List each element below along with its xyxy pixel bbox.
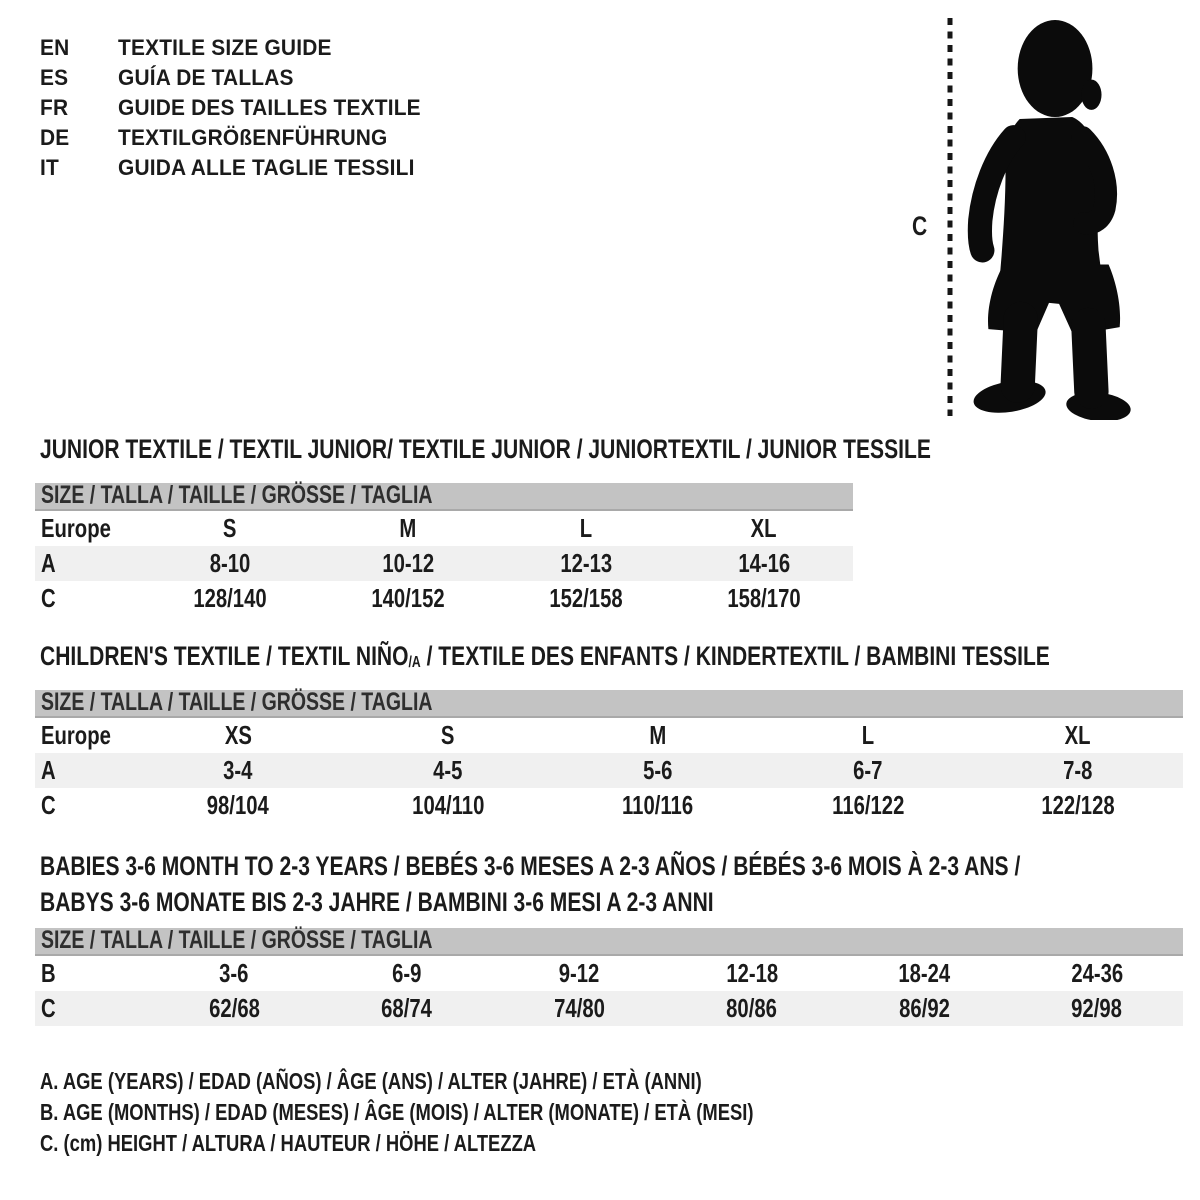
children-size-table: [35, 690, 1183, 823]
size-cell: [343, 790, 553, 821]
size-value: 104/110: [411, 790, 485, 820]
size-cell: [838, 958, 1011, 989]
size-cell: [675, 583, 853, 614]
language-title: TEXTILE SIZE GUIDE: [118, 35, 332, 60]
size-cell: [675, 548, 853, 579]
section-title-children-post: / TEXTILE DES ENFANTS / KINDERTEXTIL / BAMBINI TESSILE: [420, 641, 1050, 671]
table-row: [35, 511, 853, 546]
language-title: GUÍA DE TALLAS: [118, 65, 294, 90]
height-measure-line: [944, 14, 956, 420]
size-cell: [319, 548, 497, 579]
measurement-legend: [40, 1066, 932, 1159]
size-cell: [133, 755, 343, 786]
row-label-cell: [35, 755, 133, 786]
section-title-babies-line1: BABIES 3-6 MONTH TO 2-3 YEARS / BEBÉS 3-6 MESES A 2-3 AÑOS / BÉBÉS 3-6 MOIS À 2-3 ANS /: [40, 851, 1021, 881]
size-cell: [497, 548, 675, 579]
size-value: L: [579, 513, 593, 543]
legend-line-age-years: [40, 1066, 932, 1097]
size-value: 3-4: [223, 755, 253, 785]
legend-line-height-cm: [40, 1128, 932, 1159]
table-row: [35, 581, 853, 616]
legend-line-age-months: [40, 1097, 932, 1128]
size-header-bar: [35, 483, 853, 511]
section-title-children-sub: /A: [408, 653, 421, 671]
size-cell: [553, 790, 763, 821]
size-cell: [141, 583, 319, 614]
size-cell: [666, 993, 839, 1024]
size-cell: [133, 790, 343, 821]
table-row: [35, 788, 1183, 823]
size-cell: [497, 583, 675, 614]
size-value: 86/92: [898, 993, 950, 1023]
size-value: 12-18: [725, 958, 778, 988]
height-measure-label-wrap: [912, 213, 932, 240]
section-title-children-wrap: [40, 643, 1200, 676]
size-value: XL: [751, 513, 777, 543]
row-label-cell: [35, 958, 148, 989]
size-value: 14-16: [738, 548, 790, 578]
row-label-cell: [35, 548, 141, 579]
size-cell: [319, 513, 497, 544]
size-value: 116/122: [831, 790, 905, 820]
row-label-cell: [35, 720, 133, 751]
size-value: XS: [224, 720, 252, 750]
size-cell: [319, 583, 497, 614]
size-cell: [763, 755, 973, 786]
row-label: Europe: [41, 720, 111, 750]
size-value: 12-13: [560, 548, 612, 578]
size-value: M: [649, 720, 667, 750]
toddler-silhouette-icon: [958, 16, 1142, 420]
row-label-cell: [35, 993, 148, 1024]
size-cell: [321, 993, 494, 1024]
size-value: XL: [1065, 720, 1091, 750]
language-code: EN: [40, 35, 70, 60]
section-title-junior-wrap: [40, 436, 1182, 463]
height-measure-label: C: [912, 211, 928, 241]
section-title-children: [40, 643, 1050, 676]
size-cell: [321, 958, 494, 989]
row-label: C: [41, 790, 56, 820]
size-value: 24-36: [1070, 958, 1123, 988]
size-value: 6-7: [853, 755, 883, 785]
silhouette-left-leg: [1018, 319, 1021, 386]
row-label: A: [41, 755, 56, 785]
size-cell: [553, 755, 763, 786]
size-cell: [973, 720, 1183, 751]
language-row: [40, 123, 437, 153]
language-code: ES: [40, 65, 69, 90]
size-cell: [838, 993, 1011, 1024]
language-row: [40, 33, 437, 63]
size-value: 8-10: [209, 548, 251, 578]
table-row: [35, 753, 1183, 788]
language-title: GUIDA ALLE TAGLIE TESSILI: [118, 155, 415, 180]
size-value: 158/170: [727, 583, 801, 613]
size-cell: [133, 720, 343, 751]
size-header-bar: [35, 690, 1183, 718]
size-cell: [493, 958, 666, 989]
silhouette-head: [1018, 20, 1093, 117]
size-cell: [666, 958, 839, 989]
language-code: FR: [40, 95, 69, 120]
table-row: [35, 718, 1183, 753]
row-label: A: [41, 548, 56, 578]
language-code: IT: [40, 155, 59, 180]
size-cell: [148, 958, 321, 989]
size-value: 18-24: [898, 958, 951, 988]
table-row: [35, 546, 853, 581]
size-cell: [343, 720, 553, 751]
language-title-list: [40, 33, 437, 183]
section-title-junior: JUNIOR TEXTILE / TEXTIL JUNIOR/ TEXTILE JUNIOR / JUNIORTEXTIL / JUNIOR TESSILE: [40, 434, 931, 464]
size-value: 80/86: [726, 993, 778, 1023]
size-cell: [148, 993, 321, 1024]
size-cell: [493, 993, 666, 1024]
size-cell: [973, 755, 1183, 786]
table-row: [35, 956, 1183, 991]
size-value: S: [441, 720, 455, 750]
legend-text: B. AGE (MONTHS) / EDAD (MESES) / ÂGE (MOIS) / ALTER (MONATE) / ETÀ (MESI): [40, 1099, 754, 1125]
row-label-cell: [35, 583, 141, 614]
language-title: GUIDE DES TAILLES TEXTILE: [118, 95, 421, 120]
size-cell: [1011, 958, 1184, 989]
language-row: [40, 93, 437, 123]
size-cell: [497, 513, 675, 544]
size-cell: [973, 790, 1183, 821]
size-value: 110/116: [622, 790, 694, 820]
size-value: 68/74: [381, 993, 433, 1023]
size-header-bar: [35, 928, 1183, 956]
row-label: B: [41, 958, 56, 988]
size-cell: [763, 720, 973, 751]
size-value: 92/98: [1071, 993, 1123, 1023]
size-value: 128/140: [193, 583, 267, 613]
size-value: 74/80: [553, 993, 605, 1023]
size-cell: [675, 513, 853, 544]
language-row: [40, 63, 437, 93]
size-cell: [141, 513, 319, 544]
row-label-cell: [35, 790, 133, 821]
size-cell: [343, 755, 553, 786]
size-value: 140/152: [371, 583, 445, 613]
size-header-label: SIZE / TALLA / TAILLE / GRÖSSE / TAGLIA: [41, 688, 433, 716]
size-value: 98/104: [206, 790, 270, 820]
row-label: C: [41, 583, 56, 613]
size-value: 5-6: [643, 755, 673, 785]
size-header-label: SIZE / TALLA / TAILLE / GRÖSSE / TAGLIA: [41, 926, 433, 954]
language-row: [40, 153, 437, 183]
section-title-babies-wrap: [40, 848, 1200, 920]
row-label: Europe: [41, 513, 111, 543]
size-value: M: [399, 513, 417, 543]
silhouette-right-leg: [1088, 325, 1091, 392]
size-value: S: [223, 513, 237, 543]
language-title: TEXTILGRÖßENFÜHRUNG: [118, 125, 388, 150]
size-value: 9-12: [558, 958, 600, 988]
size-value: L: [861, 720, 875, 750]
section-title-children-pre: CHILDREN'S TEXTILE / TEXTIL NIÑO: [40, 641, 409, 671]
language-code: DE: [40, 125, 70, 150]
size-value: 4-5: [433, 755, 463, 785]
size-value: 3-6: [219, 958, 249, 988]
babies-size-table: [35, 928, 1183, 1026]
size-cell: [553, 720, 763, 751]
size-value: 122/128: [1041, 790, 1115, 820]
section-title-babies-line2: BABYS 3-6 MONATE BIS 2-3 JAHRE / BAMBINI 3-6 MESI A 2-3 ANNI: [40, 887, 714, 917]
size-header-label: SIZE / TALLA / TAILLE / GRÖSSE / TAGLIA: [41, 481, 433, 509]
size-value: 152/158: [549, 583, 623, 613]
legend-text: C. (cm) HEIGHT / ALTURA / HAUTEUR / HÖHE / ALTEZZA: [40, 1130, 537, 1156]
size-cell: [763, 790, 973, 821]
silhouette-ear: [1081, 80, 1101, 110]
junior-size-table: [35, 483, 853, 616]
table-row: [35, 991, 1183, 1026]
size-cell: [1011, 993, 1184, 1024]
row-label-cell: [35, 513, 141, 544]
size-value: 7-8: [1063, 755, 1093, 785]
size-value: 6-9: [392, 958, 422, 988]
legend-text: A. AGE (YEARS) / EDAD (AÑOS) / ÂGE (ANS) / ALTER (JAHRE) / ETÀ (ANNI): [40, 1068, 702, 1094]
row-label: C: [41, 993, 56, 1023]
size-value: 62/68: [208, 993, 260, 1023]
size-value: 10-12: [382, 548, 434, 578]
size-cell: [141, 548, 319, 579]
